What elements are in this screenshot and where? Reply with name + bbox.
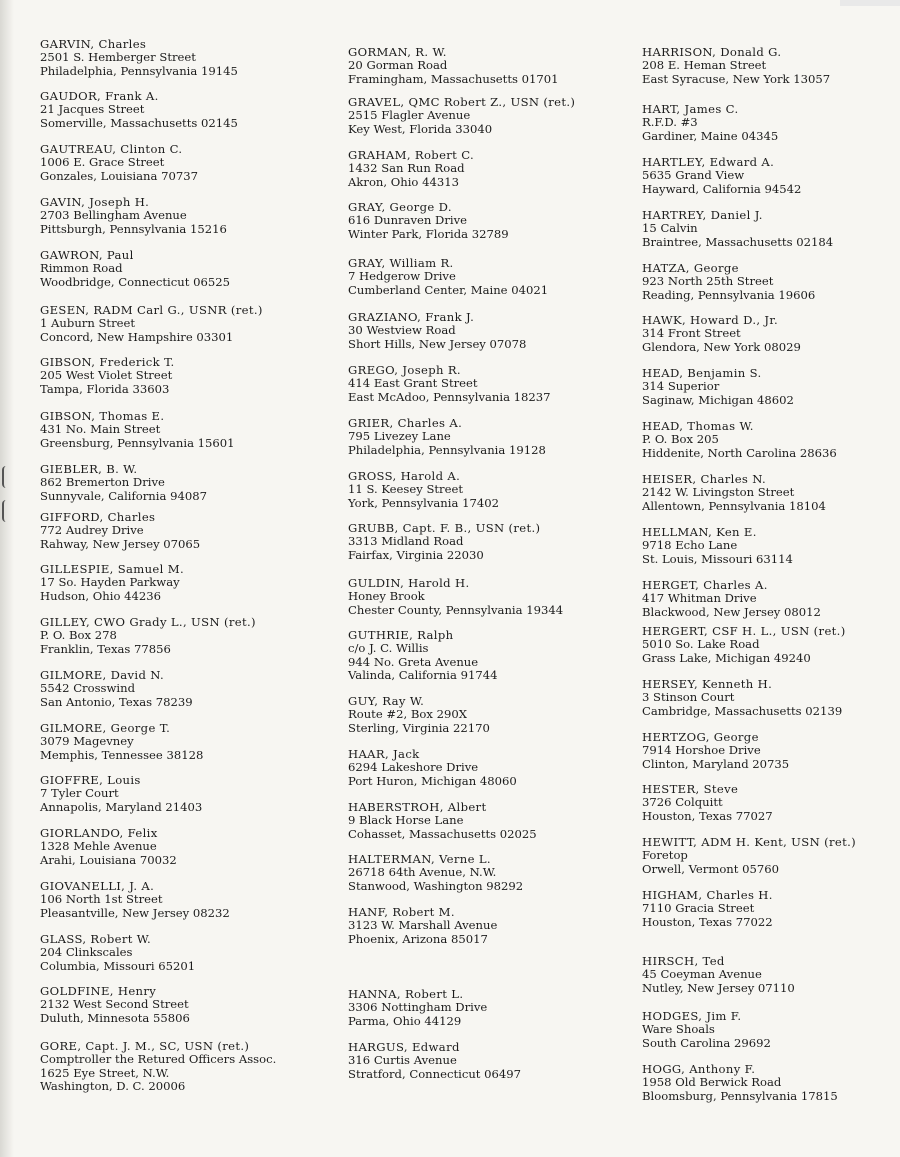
entry-name: HELLMAN, Ken E. [642, 525, 757, 539]
entry-address-line: Allentown, Pennsylvania 18104 [642, 498, 826, 513]
column-2 [348, 0, 628, 1157]
entry-name: GRAZIANO, Frank J. [348, 310, 475, 324]
entry-address-line: Saginaw, Michigan 48602 [642, 392, 794, 407]
entry-address-line: 3726 Colquitt [642, 795, 723, 810]
entry-address-line: Key West, Florida 33040 [348, 121, 493, 136]
entry-name: HEAD, Benjamin S. [642, 366, 762, 380]
entry-name: GRAHAM, Robert C. [348, 148, 475, 162]
entry-name: HOGG, Anthony F. [642, 1062, 756, 1076]
directory-entry [642, 209, 833, 249]
entry-address-line: Hayward, California 94542 [642, 181, 802, 196]
entry-name: HEAD, Thomas W. [642, 419, 754, 433]
entry-address-line: 9 Black Horse Lane [348, 813, 464, 828]
entry-name: GILLESPIE, Samuel M. [40, 562, 184, 576]
entry-address-line: 2501 S. Hemberger Street [40, 50, 196, 65]
entry-address-line: Fairfax, Virginia 22030 [348, 547, 484, 562]
entry-address-line: 1958 Old Berwick Road [642, 1075, 782, 1090]
entry-address-line: 6294 Lakeshore Drive [348, 760, 479, 775]
entry-address-line: Pittsburgh, Pennsylvania 15216 [40, 221, 227, 236]
entry-address-line: Arahi, Louisiana 70032 [40, 852, 177, 867]
entry-address-line: 3 Stinson Court [642, 690, 735, 705]
directory-entry [642, 678, 842, 718]
directory-entry [642, 262, 815, 302]
entry-address-line: Memphis, Tennessee 38128 [40, 747, 204, 762]
entry-address-line: Philadelphia, Pennsylvania 19145 [40, 63, 238, 78]
entry-name: HIGHAM, Charles H. [642, 888, 773, 902]
entry-address-line: San Antonio, Texas 78239 [40, 694, 193, 709]
entry-address-line: Hudson, Ohio 44236 [40, 588, 161, 603]
entry-address-line: 5635 Grand View [642, 168, 745, 183]
entry-address-line: Clinton, Maryland 20735 [642, 756, 790, 771]
directory-entry [642, 1063, 838, 1103]
entry-name: HAWK, Howard D., Jr. [642, 313, 779, 327]
entry-address-line: Parma, Ohio 44129 [348, 1013, 462, 1028]
directory-entry [40, 669, 193, 709]
entry-name: GILMORE, George T. [40, 721, 171, 735]
entry-name: GAUTREAU, Clinton C. [40, 142, 183, 156]
directory-entry [348, 522, 540, 562]
entry-address-line: Winter Park, Florida 32789 [348, 226, 509, 241]
entry-address-line: Short Hills, New Jersey 07078 [348, 336, 527, 351]
entry-address-line: Pleasantville, New Jersey 08232 [40, 905, 230, 920]
entry-address-line: Tampa, Florida 33603 [40, 381, 170, 396]
directory-entry [40, 1040, 276, 1093]
entry-address-line: 795 Livezey Lane [348, 429, 451, 444]
entry-address-line: Orwell, Vermont 05760 [642, 861, 779, 876]
entry-address-line: Greensburg, Pennsylvania 15601 [40, 435, 235, 450]
entry-name: GULDIN, Harold H. [348, 576, 470, 590]
directory-entry [40, 774, 202, 814]
binding-mark [2, 466, 10, 488]
entry-address-line: 3313 Midland Road [348, 534, 464, 549]
entry-name: GESEN, RADM Carl G., USNR (ret.) [40, 303, 263, 317]
entry-name: GIOVANELLI, J. A. [40, 879, 155, 893]
column-3 [642, 0, 894, 1157]
directory-entry [348, 629, 497, 682]
directory-entry [348, 417, 546, 457]
entry-address-line: 5010 So. Lake Road [642, 637, 760, 652]
entry-address-line: 11 S. Keesey Street [348, 482, 463, 497]
entry-name: GORMAN, R. W. [348, 45, 447, 59]
entry-name: GORE, Capt. J. M., SC, USN (ret.) [40, 1039, 250, 1053]
entry-address-line: 205 West Violet Street [40, 368, 173, 383]
directory-entry [642, 955, 795, 995]
directory-entry [40, 90, 238, 130]
entry-address-line: Glendora, New York 08029 [642, 339, 801, 354]
directory-entry [348, 364, 551, 404]
entry-name: GILMORE, David N. [40, 668, 165, 682]
entry-address-line: 2132 West Second Street [40, 997, 189, 1012]
entry-address-line: c/o J. C. Willis [348, 641, 429, 656]
directory-entry [40, 880, 230, 920]
entry-address-line: 923 North 25th Street [642, 274, 774, 289]
entry-address-line: 772 Audrey Drive [40, 523, 144, 538]
entry-address-line: Stratford, Connecticut 06497 [348, 1066, 522, 1081]
entry-address-line: 9718 Echo Lane [642, 538, 738, 553]
entry-address-line: Cumberland Center, Maine 04021 [348, 282, 549, 297]
entry-address-line: Ware Shoals [642, 1022, 715, 1037]
directory-entry [642, 156, 801, 196]
entry-address-line: 431 No. Main Street [40, 422, 161, 437]
entry-address-line: 45 Coeyman Avenue [642, 967, 762, 982]
entry-address-line: 1432 San Run Road [348, 161, 465, 176]
entry-name: GARVIN, Charles [40, 37, 147, 51]
entry-address-line: 2142 W. Livingston Street [642, 485, 795, 500]
directory-entry [642, 526, 793, 566]
entry-address-line: 7 Hedgerow Drive [348, 269, 456, 284]
entry-address-line: Rahway, New Jersey 07065 [40, 536, 201, 551]
entry-address-line: Nutley, New Jersey 07110 [642, 980, 795, 995]
entry-address-line: Hiddenite, North Carolina 28636 [642, 445, 837, 460]
column-1 [40, 0, 320, 1157]
entry-name: HEISER, Charles N. [642, 472, 767, 486]
entry-address-line: Bloomsburg, Pennsylvania 17815 [642, 1088, 838, 1103]
entry-address-line: 15 Calvin [642, 221, 698, 236]
entry-name: HALTERMAN, Verne L. [348, 852, 491, 866]
entry-address-line: 3123 W. Marshall Avenue [348, 918, 498, 933]
entry-address-line: Somerville, Massachusetts 02145 [40, 115, 238, 130]
directory-entry [642, 783, 773, 823]
entry-name: GIORLANDO, Felix [40, 826, 158, 840]
entry-address-line: 314 Superior [642, 379, 720, 394]
entry-address-line: Washington, D. C. 20006 [40, 1078, 186, 1093]
directory-entry [40, 722, 203, 762]
binding-mark [2, 500, 10, 522]
entry-address-line: Route #2, Box 290X [348, 707, 467, 722]
entry-name: GRIER, Charles A. [348, 416, 463, 430]
entry-address-line: Gardiner, Maine 04345 [642, 128, 779, 143]
entry-address-line: 21 Jacques Street [40, 102, 145, 117]
directory-entry [348, 1041, 521, 1081]
entry-address-line: Grass Lake, Michigan 49240 [642, 650, 811, 665]
directory-entry [348, 748, 517, 788]
entry-address-line: Annapolis, Maryland 21403 [40, 799, 203, 814]
entry-address-line: 204 Clinkscales [40, 945, 133, 960]
directory-entry [348, 149, 474, 189]
entry-address-line: Houston, Texas 77027 [642, 808, 773, 823]
entry-name: HERGET, Charles A. [642, 578, 768, 592]
scan-shadow-edge [0, 0, 14, 1157]
entry-address-line: Reading, Pennsylvania 19606 [642, 287, 816, 302]
entry-name: GROSS, Harold A. [348, 469, 461, 483]
entry-name: HARTLEY, Edward A. [642, 155, 775, 169]
entry-address-line: 30 Westview Road [348, 323, 456, 338]
entry-address-line: Akron, Ohio 44313 [348, 174, 459, 189]
entry-name: HARTREY, Daniel J. [642, 208, 763, 222]
entry-name: GRAVEL, QMC Robert Z., USN (ret.) [348, 95, 576, 109]
entry-address-line: 2515 Flagler Avenue [348, 108, 471, 123]
entry-address-line: Blackwood, New Jersey 08012 [642, 604, 821, 619]
entry-name: GAVIN, Joseph H. [40, 195, 150, 209]
entry-name: GAUDOR, Frank A. [40, 89, 159, 103]
entry-address-line: 208 E. Heman Street [642, 58, 767, 73]
entry-name: GUTHRIE, Ralph [348, 628, 454, 642]
entry-address-line: 316 Curtis Avenue [348, 1053, 457, 1068]
directory-entry [40, 616, 256, 656]
entry-address-line: 1 Auburn Street [40, 316, 136, 331]
directory-entry [642, 367, 794, 407]
entry-name: GOLDFINE, Henry [40, 984, 157, 998]
directory-entry [642, 420, 837, 460]
directory-entry [642, 731, 789, 771]
entry-address-line: St. Louis, Missouri 63114 [642, 551, 793, 566]
entry-name: HAAR, Jack [348, 747, 420, 761]
entry-address-line: 20 Gorman Road [348, 58, 448, 73]
directory-entry [348, 988, 487, 1028]
entry-name: GAWRON, Paul [40, 248, 134, 262]
directory-entry [348, 46, 559, 86]
directory-entry [642, 314, 801, 354]
entry-name: GREGO, Joseph R. [348, 363, 461, 377]
directory-entry [348, 96, 575, 136]
entry-address-line: 3079 Magevney [40, 734, 134, 749]
entry-address-line: 17 So. Hayden Parkway [40, 575, 180, 590]
entry-address-line: York, Pennsylvania 17402 [348, 495, 499, 510]
entry-name: HERTZOG, George [642, 730, 759, 744]
directory-entry [348, 470, 499, 510]
entry-address-line: 26718 64th Avenue, N.W. [348, 865, 497, 880]
entry-name: GLASS, Robert W. [40, 932, 152, 946]
entry-address-line: 7 Tyler Court [40, 786, 119, 801]
directory-entry [348, 801, 537, 841]
directory-entry [40, 38, 238, 78]
entry-name: HANF, Robert M. [348, 905, 455, 919]
entry-name: HERSEY, Kenneth H. [642, 677, 773, 691]
directory-entry [40, 933, 195, 973]
entry-address-line: Gonzales, Louisiana 70737 [40, 168, 198, 183]
directory-entry [348, 311, 526, 351]
entry-address-line: Chester County, Pennsylvania 19344 [348, 602, 564, 617]
entry-name: HART, James C. [642, 102, 739, 116]
entry-address-line: East McAdoo, Pennsylvania 18237 [348, 389, 551, 404]
directory-entry [348, 577, 563, 617]
entry-address-line: Woodbridge, Connecticut 06525 [40, 274, 230, 289]
directory-entry [642, 473, 826, 513]
entry-address-line: Cambridge, Massachusetts 02139 [642, 703, 843, 718]
entry-address-line: Rimmon Road [40, 261, 123, 276]
entry-address-line: Honey Brook [348, 589, 425, 604]
entry-address-line: Stanwood, Washington 98292 [348, 878, 524, 893]
entry-address-line: Sterling, Virginia 22170 [348, 720, 490, 735]
directory-entry [642, 103, 778, 143]
directory-entry [40, 196, 227, 236]
directory-entry [348, 257, 548, 297]
directory-entry [40, 563, 184, 603]
entry-address-line: Sunnyvale, California 94087 [40, 488, 207, 503]
entry-name: HARRISON, Donald G. [642, 45, 782, 59]
entry-name: HANNA, Robert L. [348, 987, 464, 1001]
entry-address-line: 944 No. Greta Avenue [348, 654, 479, 669]
entry-name: GIBSON, Frederick T. [40, 355, 175, 369]
entry-address-line: Valinda, California 91744 [348, 667, 498, 682]
entry-address-line: Concord, New Hampshire 03301 [40, 329, 234, 344]
entry-name: HABERSTROH, Albert [348, 800, 487, 814]
entry-address-line: 1006 E. Grace Street [40, 155, 165, 170]
entry-address-line: 1625 Eye Street, N.W. [40, 1065, 170, 1080]
directory-entry [348, 906, 497, 946]
entry-name: HERGERT, CSF H. L., USN (ret.) [642, 624, 846, 638]
entry-name: GIEBLER, B. W. [40, 462, 138, 476]
directory-entry [642, 1010, 771, 1050]
entry-address-line: R.F.D. #3 [642, 115, 698, 130]
entry-name: GILLEY, CWO Grady L., USN (ret.) [40, 615, 256, 629]
entry-address-line: Foretop [642, 848, 688, 863]
entry-address-line: Duluth, Minnesota 55806 [40, 1010, 190, 1025]
directory-entry [642, 889, 773, 929]
entry-name: GRUBB, Capt. F. B., USN (ret.) [348, 521, 541, 535]
directory-entry [40, 410, 235, 450]
entry-address-line: 7110 Gracia Street [642, 901, 755, 916]
entry-address-line: Framingham, Massachusetts 01701 [348, 71, 559, 86]
entry-name: GRAY, George D. [348, 200, 452, 214]
entry-address-line: 5542 Crosswind [40, 681, 136, 696]
entry-address-line: 2703 Bellingham Avenue [40, 208, 187, 223]
entry-address-line: Cohasset, Massachusetts 02025 [348, 826, 537, 841]
directory-entry [348, 853, 523, 893]
directory-entry [40, 356, 174, 396]
entry-name: HESTER, Steve [642, 782, 739, 796]
entry-address-line: 3306 Nottingham Drive [348, 1000, 488, 1015]
directory-entry [348, 201, 509, 241]
directory-entry [40, 827, 177, 867]
entry-name: GIOFFRE, Louis [40, 773, 141, 787]
directory-entry [40, 463, 207, 503]
entry-address-line: Columbia, Missouri 65201 [40, 958, 196, 973]
entry-address-line: 106 North 1st Street [40, 892, 163, 907]
entry-address-line: Houston, Texas 77022 [642, 914, 773, 929]
entry-address-line: 862 Bremerton Drive [40, 475, 165, 490]
entry-address-line: Braintree, Massachusetts 02184 [642, 234, 834, 249]
directory-entry [642, 579, 821, 619]
directory-entry [642, 625, 846, 665]
entry-address-line: P. O. Box 278 [40, 628, 117, 643]
directory-entry [642, 836, 856, 876]
directory-entry [40, 249, 230, 289]
entry-address-line: 414 East Grant Street [348, 376, 478, 391]
entry-address-line: Philadelphia, Pennsylvania 19128 [348, 442, 546, 457]
entry-name: GIBSON, Thomas E. [40, 409, 165, 423]
directory-entry [348, 695, 490, 735]
directory-entry [642, 46, 830, 86]
entry-address-line: Comptroller the Retured Officers Assoc. [40, 1052, 277, 1067]
entry-address-line: Port Huron, Michigan 48060 [348, 773, 517, 788]
entry-name: HARGUS, Edward [348, 1040, 460, 1054]
entry-address-line: Franklin, Texas 77856 [40, 641, 171, 656]
directory-entry [40, 143, 198, 183]
entry-address-line: 7914 Horshoe Drive [642, 743, 761, 758]
entry-address-line: 616 Dunraven Drive [348, 213, 468, 228]
entry-name: GUY, Ray W. [348, 694, 425, 708]
entry-address-line: 1328 Mehle Avenue [40, 839, 157, 854]
entry-address-line: Phoenix, Arizona 85017 [348, 931, 488, 946]
entry-name: HATZA, George [642, 261, 739, 275]
entry-name: GIFFORD, Charles [40, 510, 156, 524]
directory-entry [40, 511, 200, 551]
entry-name: HODGES, Jim F. [642, 1009, 742, 1023]
directory-entry [40, 304, 263, 344]
entry-name: HIRSCH, Ted [642, 954, 725, 968]
entry-address-line: South Carolina 29692 [642, 1035, 771, 1050]
entry-address-line: 417 Whitman Drive [642, 591, 757, 606]
entry-name: GRAY, William R. [348, 256, 454, 270]
entry-name: HEWITT, ADM H. Kent, USN (ret.) [642, 835, 857, 849]
directory-entry [40, 985, 190, 1025]
entry-address-line: 314 Front Street [642, 326, 741, 341]
entry-address-line: P. O. Box 205 [642, 432, 719, 447]
entry-address-line: East Syracuse, New York 13057 [642, 71, 831, 86]
